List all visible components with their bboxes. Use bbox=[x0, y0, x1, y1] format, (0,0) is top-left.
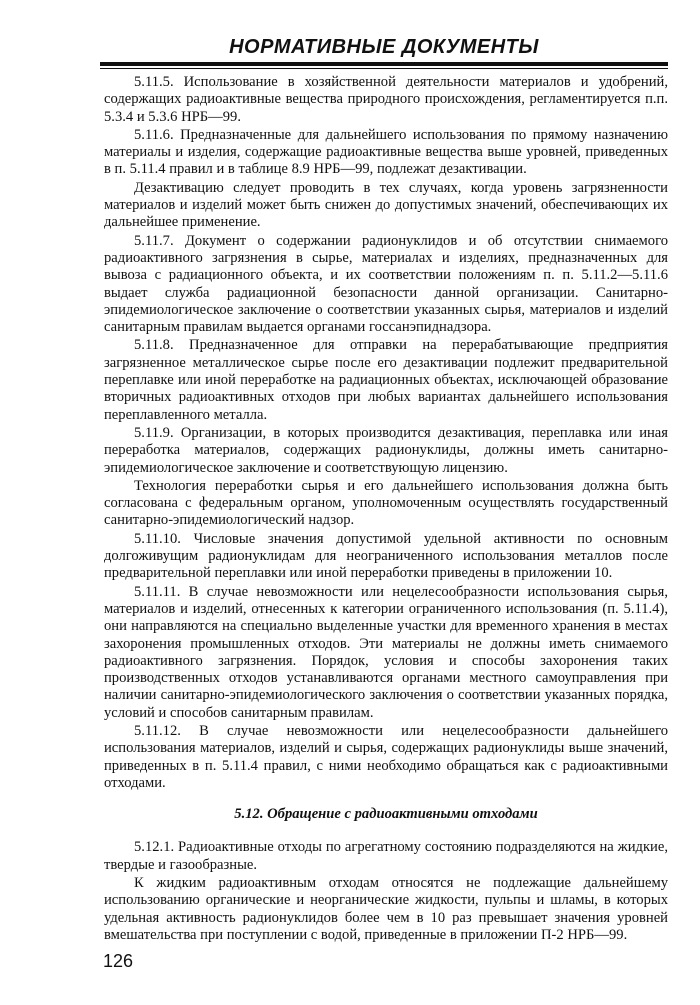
paragraph-5-11-9: 5.11.9. Организации, в которых производится дезактивация, переплавка или иная переработка материалов, содержащих радионуклиды, должны иметь санитарно-эпидемиологическое заключение и соответствующую лицензию. bbox=[104, 424, 668, 476]
paragraph-5-11-12: 5.11.12. В случае невозможности или нецелесообразности дальнейшего использования материалов, изделий и сырья, содержащих радионуклиды выше значений, приведенных в п. 5.11.4 правил, с ними необходимо обращаться как с радиоактивными отходами. bbox=[104, 722, 668, 791]
running-header: НОРМАТИВНЫЕ ДОКУМЕНТЫ bbox=[229, 36, 539, 58]
paragraph-5-11-11: 5.11.11. В случае невозможности или нецелесообразности использования сырья, материалов и изделий, отнесенных к категории ограниченного использования (п. 5.11.4), они направляются на специально выделенные участки для временного хранения в местах захоронения промышленных отходов. Эти материалы не должны иметь снимаемого радиоактивного загрязнения. Порядок, условия и способы захоронения таких производственных отходов устанавливаются органами местного самоуправления при наличии санитарно-эпидемиологического заключения о соответствии указанных порядка, условий и способов санитарным правилам. bbox=[104, 583, 668, 721]
paragraph-decontamination: Дезактивацию следует проводить в тех случаях, когда уровень загрязненности материалов и изделий может быть снижен до допустимых значений, обеспечивающих их дальнейшее применение. bbox=[104, 179, 668, 231]
paragraph-5-11-10: 5.11.10. Числовые значения допустимой удельной активности по основным долгоживущим радионуклидам для неограниченного использования металлов после предварительной переплавки или иной переработки приведены в приложении 10. bbox=[104, 530, 668, 582]
paragraph-5-12-1: 5.12.1. Радиоактивные отходы по агрегатному состоянию подразделяются на жидкие, твердые и газообразные. bbox=[104, 839, 668, 873]
paragraph-5-11-5: 5.11.5. Использование в хозяйственной деятельности материалов и удобрений, содержащих радиоактивные вещества природного происхождения, регламентируется п.п. 5.3.4 и 5.3.6 НРБ—99. bbox=[104, 74, 668, 125]
paragraph-5-11-7: 5.11.7. Документ о содержании радионуклидов и об отсутствии снимаемого радиоактивного загрязнения в сырье, материалах и изделиях, предназначенных для вывоза с радиационного объекта, и их соответствии положениям п. п. 5.11.2—5.11.6 выдает служба радиационной безопасности данной организации. Санитарно-эпидемиологическое заключение о соответствии указанных сырья, материалов и изделий санитарным правилам выдается органами госсанэпиднадзора. bbox=[104, 232, 668, 336]
header-rule-thick bbox=[100, 62, 668, 66]
paragraph-5-11-8: 5.11.8. Предназначенное для отправки на перерабатывающие предприятия загрязненное металлическое сырье после его дезактивации подлежит предварительной переплавке или иной переработке на радиационных объектах, исключающей образование вторичных радиоактивных отходов при любых вариантах дальнейшего использования переплавленного металла. bbox=[104, 337, 668, 423]
page-body bbox=[104, 74, 668, 944]
header-rule-thin bbox=[100, 68, 668, 69]
paragraph-5-11-6: 5.11.6. Предназначенные для дальнейшего использования по прямому назначению материалы и изделия, содержащие радиоактивные вещества выше уровней, приведенных в п. 5.11.4 правил и в таблице 8.9 НРБ—99, подлежат дезактивации. bbox=[104, 126, 668, 178]
paragraph-liquid-waste: К жидким радиоактивным отходам относятся не подлежащие дальнейшему использованию органические и неорганические жидкости, пульпы и шламы, в которых удельная активность радионуклидов более чем в 10 раз превышает значения уровней вмешательства при поступлении с водой, приведенные в приложении П-2 НРБ—99. bbox=[104, 875, 668, 943]
section-title: 5.12. Обращение с радиоактивными отходами bbox=[234, 806, 538, 823]
page-number: 126 bbox=[103, 951, 134, 971]
paragraph-technology: Технология переработки сырья и его дальнейшего использования должна быть согласована с федеральным органом, уполномоченным осуществлять государственный санитарно-эпидемиологический надзор. bbox=[104, 477, 668, 529]
